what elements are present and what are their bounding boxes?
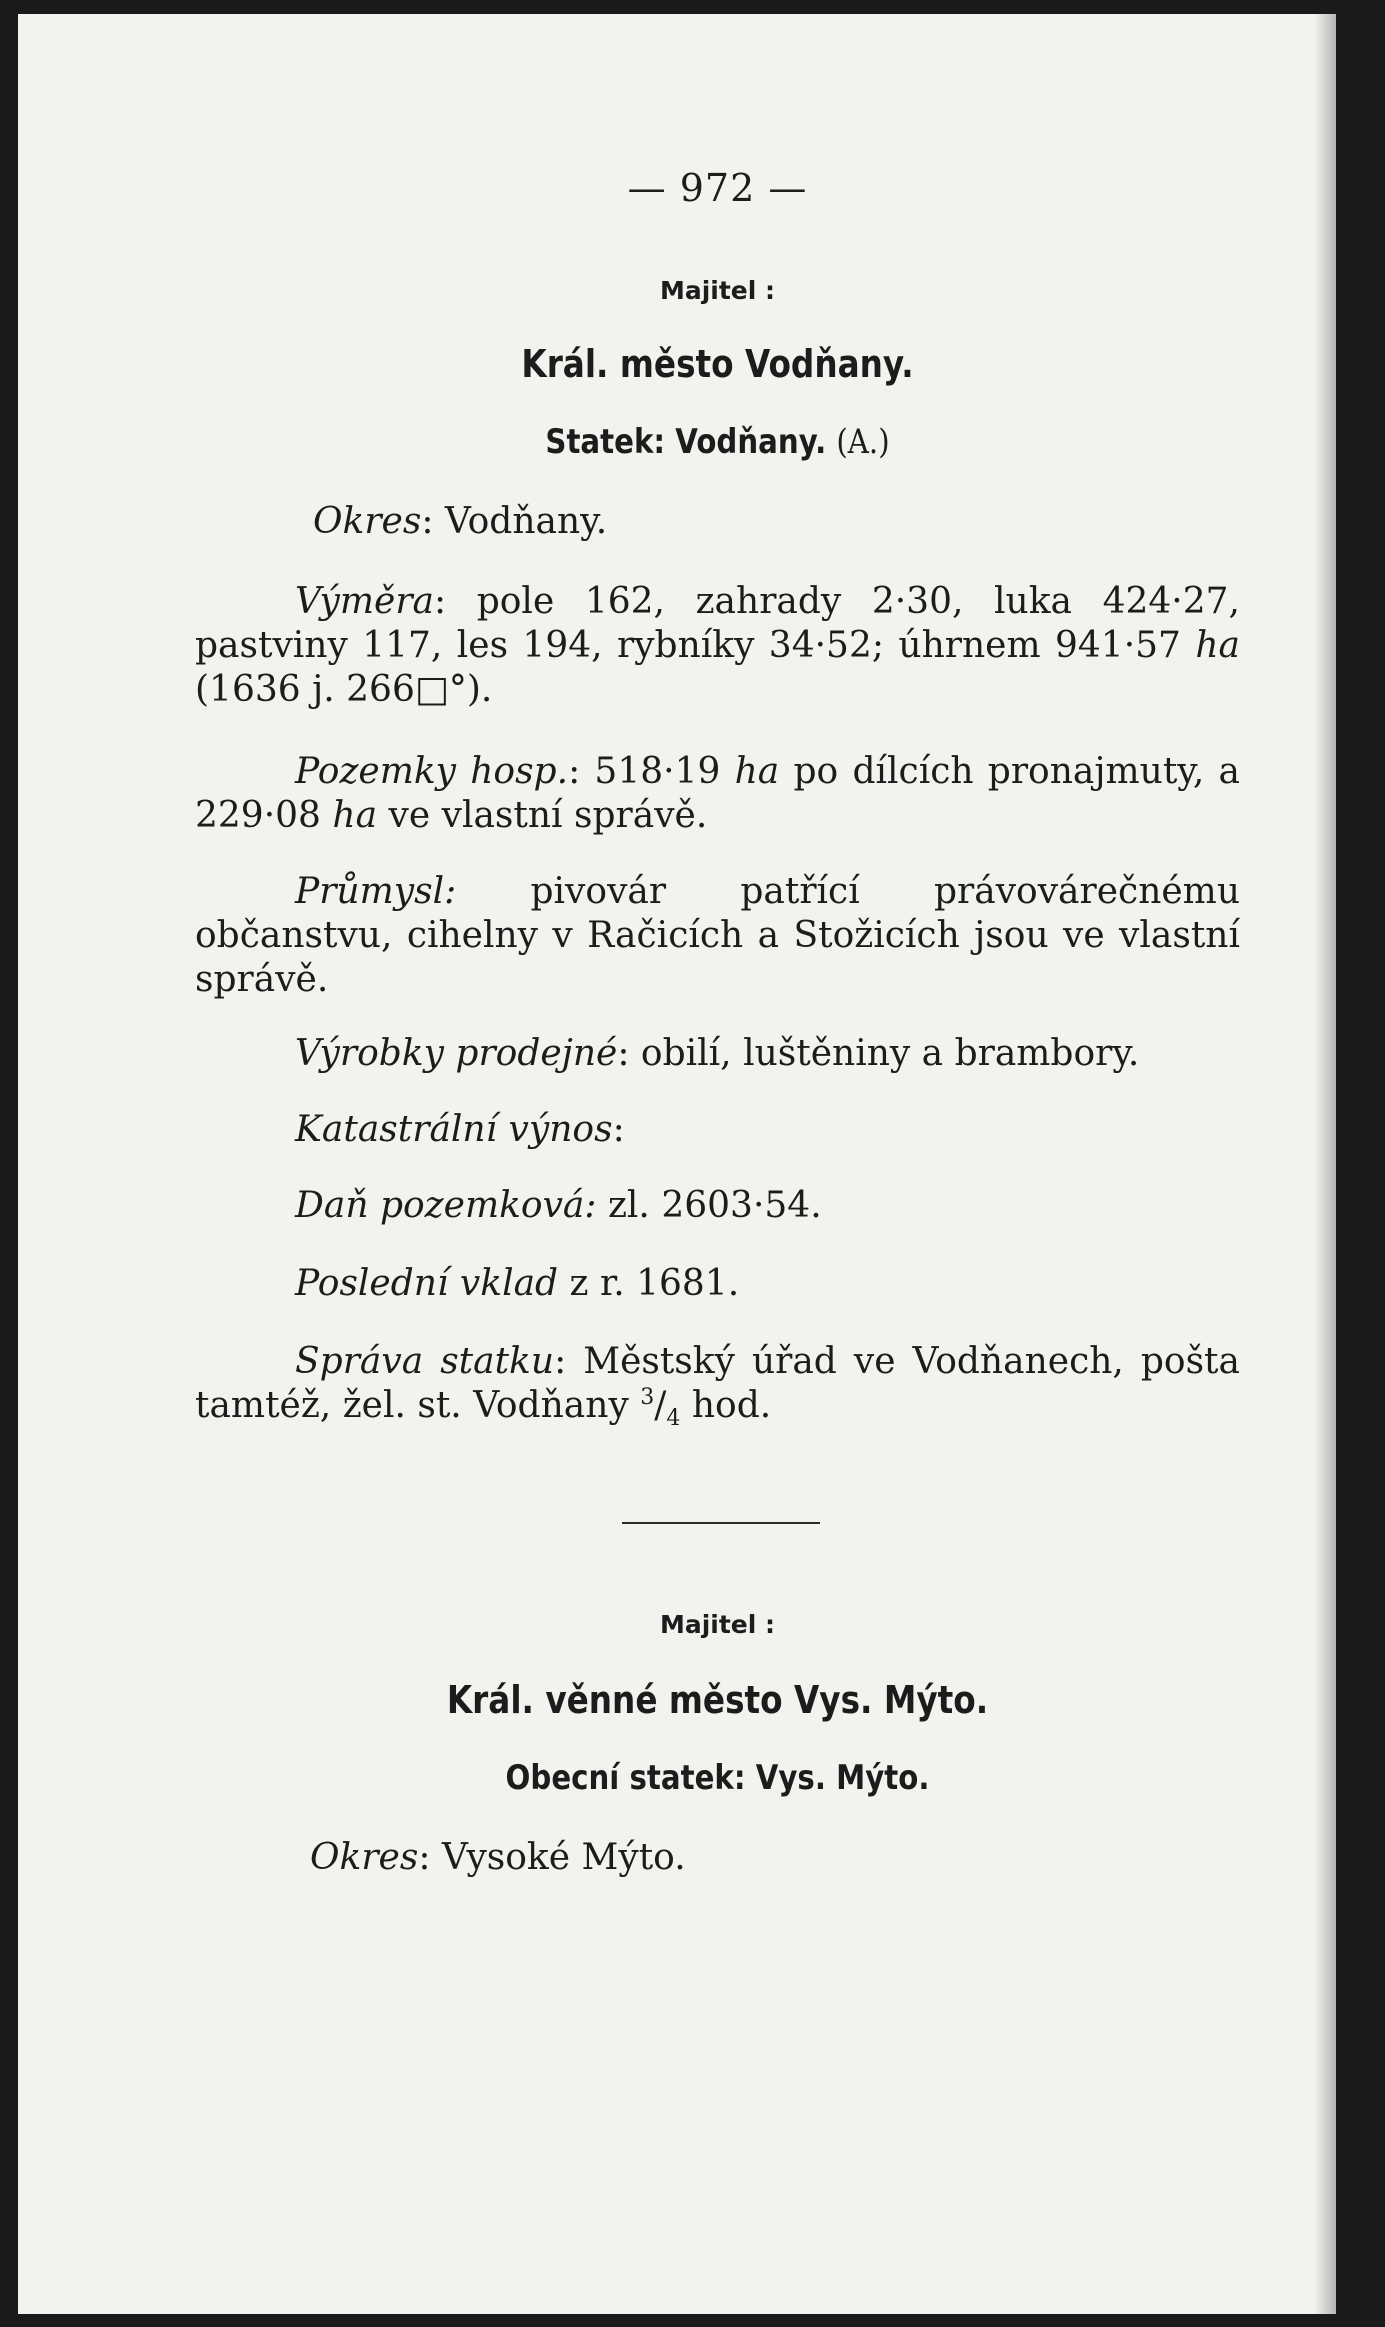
- section-divider: [622, 1522, 820, 1524]
- estate-heading-2: Obecní statek: Vys. Mýto.: [505, 1758, 930, 1798]
- page-number: — 972 —: [627, 166, 808, 210]
- book-page: [18, 14, 1336, 2314]
- area-text: : pole 162, zahrady 2·30, luka 424·27, pastviny 117, les 194, rybníky 34·52; úhrnem 941·57: [195, 581, 1240, 666]
- estate-label: Statek:: [545, 422, 666, 462]
- cadastral-line: [295, 1108, 625, 1152]
- industry-text: pivovár patřící právovárečnému občanstvu, cihelny v Račicích a Stožicích jsou ve vlastní správě.: [195, 871, 1241, 1000]
- cadastral-text: :: [612, 1109, 625, 1150]
- farmland-text3: ve vlastní správě.: [388, 795, 708, 836]
- tax-text: zl. 2603·54.: [607, 1185, 822, 1226]
- district-value-2: : Vysoké Mýto.: [418, 1837, 686, 1878]
- products-line: [295, 1032, 1139, 1076]
- farmland-unit2: ha: [332, 795, 378, 836]
- products-label: Výrobky prodejné: [295, 1033, 618, 1074]
- farmland-text2: po dílcích pronajmuty, a 229·08: [195, 751, 1241, 836]
- area-tail: (1636 j. 266□°).: [195, 669, 493, 710]
- area-unit: ha: [1195, 625, 1240, 666]
- industry-paragraph: [195, 870, 1240, 1002]
- admin-text: : Městský úřad ve Vodňanech, pošta tamtéž, žel. st. Vodňany: [195, 1341, 1240, 1426]
- owner-label: Majitel :: [659, 276, 776, 305]
- tax-line: [295, 1184, 822, 1228]
- area-label: Výměra: [295, 581, 434, 622]
- area-paragraph: [195, 580, 1240, 712]
- owner-name: Král. město Vodňany.: [521, 342, 914, 386]
- page-edge-shadow: [1314, 14, 1336, 2314]
- last-entry-label: Poslední vklad: [295, 1263, 559, 1304]
- products-text: : obilí, luštěniny a brambory.: [617, 1033, 1140, 1074]
- admin-fraction-sep: /: [654, 1385, 667, 1426]
- district-value: : Vodňany.: [421, 501, 608, 542]
- owner-name-2: Král. věnné město Vys. Mýto.: [446, 1678, 989, 1722]
- district-label-2: Okres: [310, 1837, 419, 1878]
- farmland-text1: : 518·19: [568, 751, 721, 792]
- farmland-paragraph: [195, 750, 1240, 838]
- industry-label: Průmysl:: [295, 871, 457, 912]
- admin-fraction-num: 3: [640, 1385, 655, 1410]
- admin-paragraph: [195, 1340, 1240, 1432]
- estate-heading: [268, 422, 1167, 462]
- farmland-label: Pozemky hosp.: [295, 751, 569, 792]
- district-line-2: [310, 1836, 686, 1880]
- admin-fraction-unit: hod.: [691, 1385, 772, 1426]
- last-entry-text: z r. 1681.: [569, 1263, 740, 1304]
- last-entry-line: [295, 1262, 739, 1306]
- farmland-unit1: ha: [734, 751, 780, 792]
- district-label: Okres: [313, 501, 422, 542]
- estate-name: Vodňany.: [675, 422, 827, 462]
- cadastral-label: Katastrální výnos: [295, 1109, 613, 1150]
- tax-label: Daň pozemková:: [295, 1185, 597, 1226]
- district-line: [313, 500, 607, 544]
- estate-suffix: (A.): [836, 422, 890, 462]
- owner-label-2: Majitel :: [659, 1610, 776, 1639]
- admin-fraction-den: 4: [666, 1406, 681, 1432]
- admin-label: Správa statku: [295, 1341, 555, 1382]
